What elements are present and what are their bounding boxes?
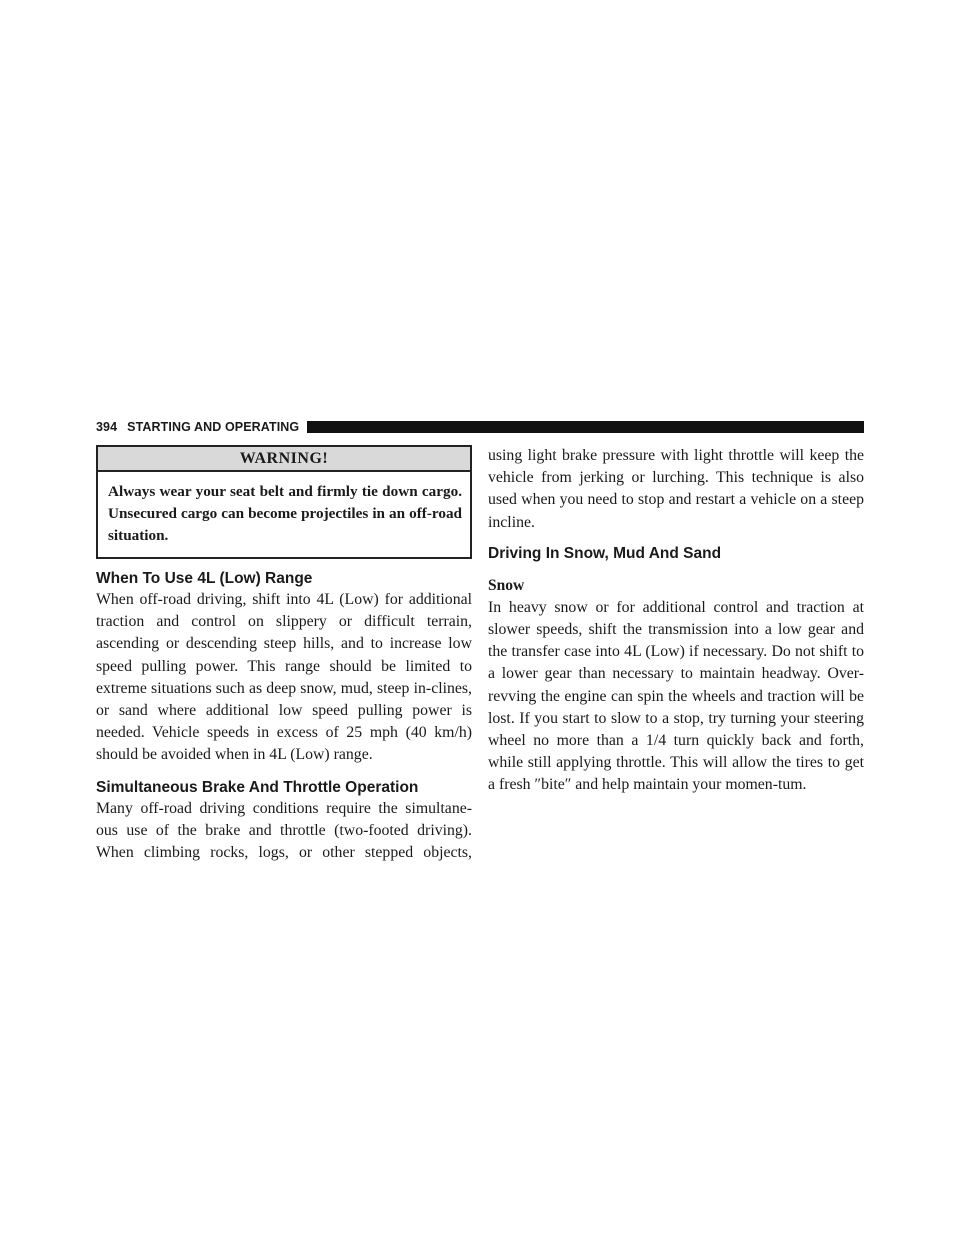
right-column [488, 445, 864, 797]
low-range-paragraph: When off-road driving, shift into 4L (Low) for additional traction and control on slippery or difficult terrain, ascending or descending steep hills, and to increase low speed pulling power. This range should be limited to extreme situations such as deep snow, mud, steep in-clines, or sand where additional low speed pulling power is needed. Vehicle speeds in excess of 25 mph (40 km/h) should be avoided when in 4L (Low) range. [96, 591, 472, 764]
brake-throttle-paragraph: Many off-road driving conditions require the simultane-ous use of the brake and throttle (two-footed driving). When climbing rocks, logs, or other stepped objects, [96, 799, 472, 862]
snow-mud-sand-heading: Driving In Snow, Mud And Sand [488, 544, 722, 562]
snow-subheading: Snow [488, 576, 525, 594]
left-column [96, 445, 472, 864]
low-range-heading: When To Use 4L (Low) Range [96, 570, 313, 587]
brake-throttle-heading: Simultaneous Brake And Throttle Operation [96, 778, 419, 796]
warning-title: WARNING! [98, 447, 470, 472]
warning-text: Always wear your seat belt and firmly tie down cargo. Unsecured cargo can become projectiles in an off-road situation. [108, 483, 462, 544]
warning-box [96, 445, 472, 559]
section-title: STARTING AND OPERATING [127, 420, 300, 434]
snow-paragraph: In heavy snow or for additional control and traction at slower speeds, shift the transmission into a low gear and the transfer case into 4L (Low) if necessary. Do not shift to a lower gear than necessary to maintain headway. Over-revving the engine can spin the wheels and traction will be lost. If you start to slow to a stop, try turning your steering wheel no more than a 1/4 turn quickly back and forth, while still applying throttle. This will allow the tires to get a fresh ″bite″ and help maintain your momen-tum. [488, 598, 864, 794]
page-header [96, 420, 864, 434]
continued-paragraph: using light brake pressure with light throttle will keep the vehicle from jerking or lurching. This technique is also used when you need to stop and restart a vehicle on a steep incline. [488, 447, 864, 531]
header-rule [307, 421, 864, 433]
page-number: 394 [96, 420, 118, 434]
